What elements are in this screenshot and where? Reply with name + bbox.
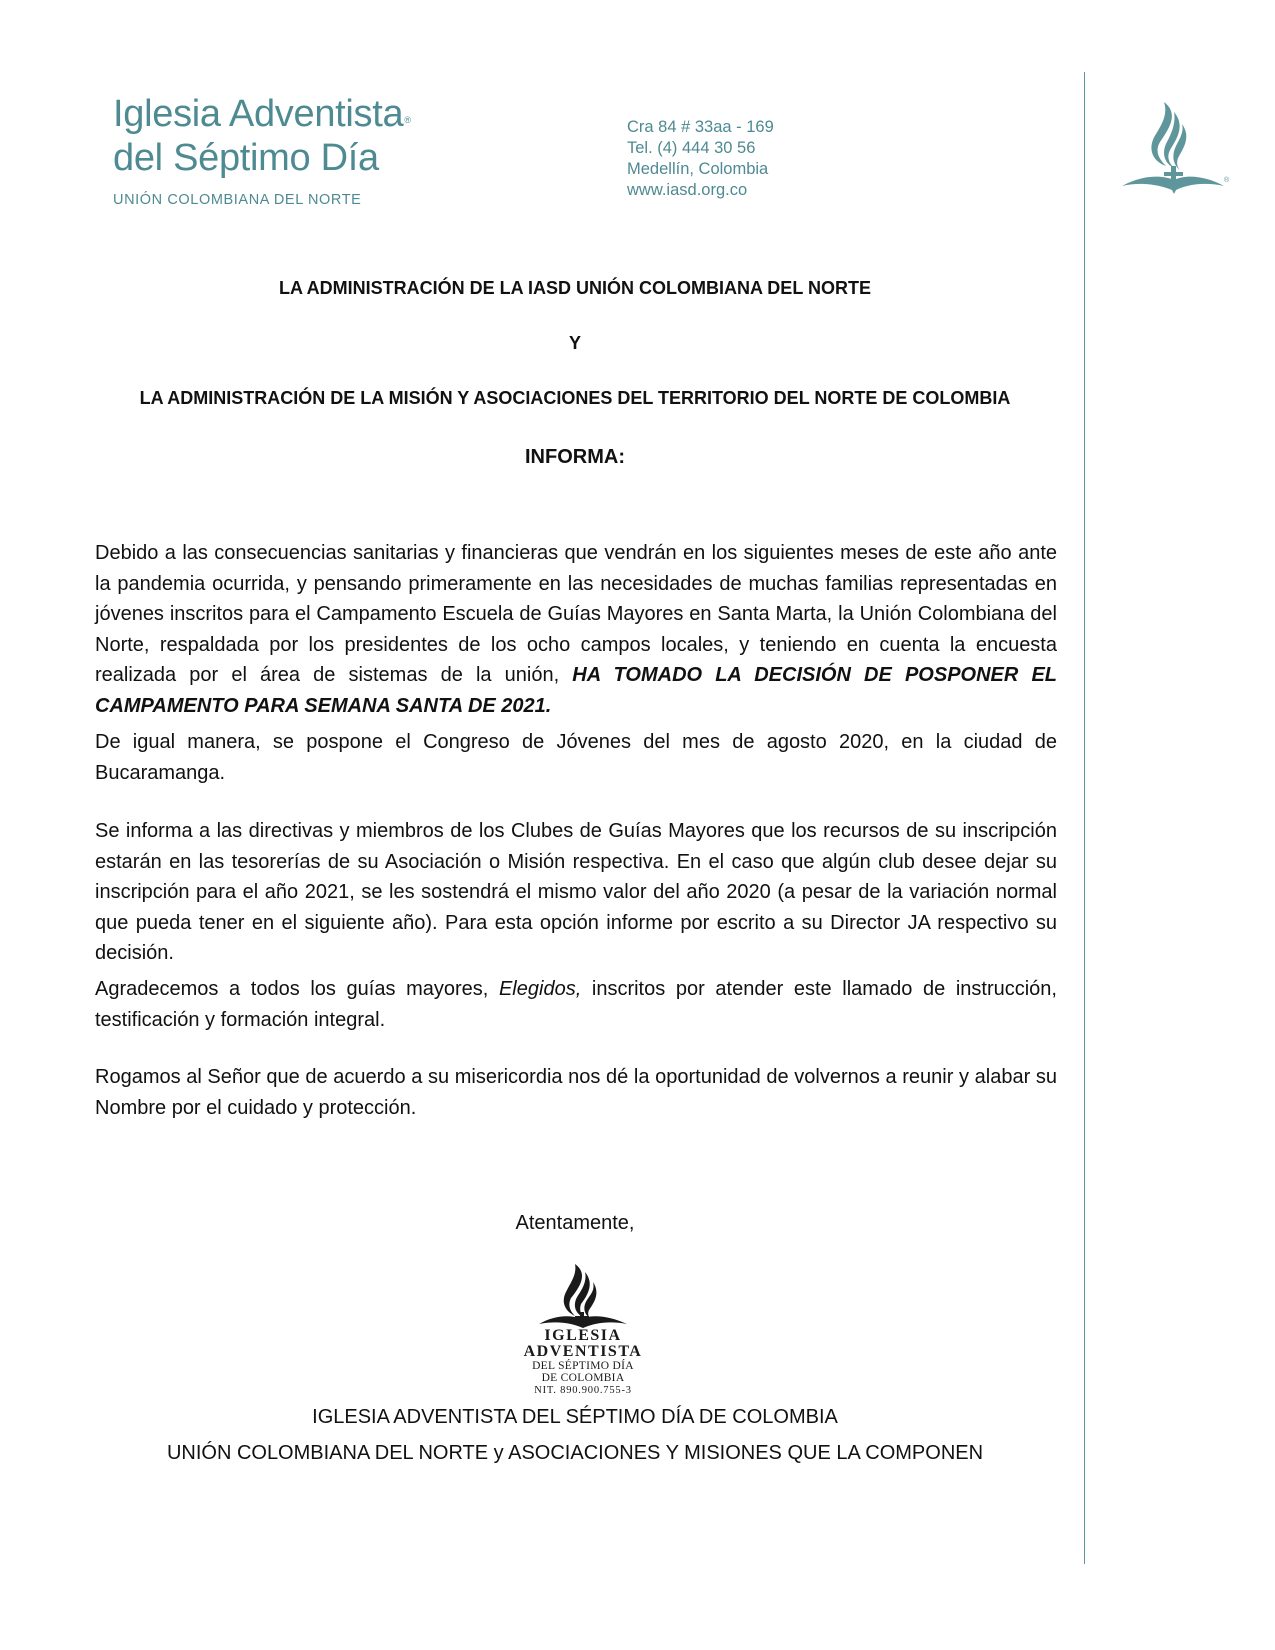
stamp-line-colombia: DE COLOMBIA bbox=[541, 1372, 625, 1384]
contact-city: Medellín, Colombia bbox=[627, 160, 769, 178]
org-logo bbox=[113, 92, 411, 208]
heading-conjunction: Y bbox=[568, 333, 581, 353]
signature-line-union: UNIÓN COLOMBIANA DEL NORTE y ASOCIACIONES Y MISIONES QUE LA COMPONEN bbox=[166, 1442, 984, 1464]
heading-informa: INFORMA: bbox=[525, 446, 625, 468]
stamp-emblem-icon bbox=[537, 1262, 629, 1330]
paragraph-decision bbox=[95, 538, 1057, 721]
paragraph-thanks: Agradecemos a todos los guías mayores, Elegidos, inscritos por atender este llamado de instrucción, testificación y formación integral. bbox=[95, 978, 1057, 1031]
contact-address: Cra 84 # 33aa - 169 bbox=[627, 118, 774, 136]
emblem-registered-mark: ® bbox=[1224, 177, 1230, 184]
closing-salutation: Atentamente, bbox=[515, 1212, 635, 1234]
heading-administration-union: LA ADMINISTRACIÓN DE LA IASD UNIÓN COLOMBIANA DEL NORTE bbox=[279, 278, 871, 298]
church-seal-stamp bbox=[503, 1262, 663, 1400]
stamp-line-nit: NIT. 890.900.755-3 bbox=[534, 1385, 632, 1396]
decision-emphasis: HA TOMADO LA DECISIÓN DE POSPONER EL CAMPAMENTO PARA SEMANA SANTA DE 2021. bbox=[95, 664, 1058, 717]
stamp-line-adventista: ADVENTISTA bbox=[523, 1343, 643, 1360]
adventist-flame-bible-icon bbox=[1120, 98, 1230, 198]
org-name-line2: del Séptimo Día bbox=[113, 137, 379, 179]
paragraph-decision-text: Debido a las consecuencias sanitarias y financieras que vendrán en los siguientes meses de este año ante la pandemia ocurrida, y pensando primeramente en las necesidades de muchas familias representadas en jóvenes inscritos para el Campamento Escuela de Guías Mayores en Santa Marta, la Unión Colombiana del Norte, respaldada por los presidentes de los ocho campos locales, y teniendo en cuenta la encuesta realizada por el área de sistemas de la unión, bbox=[95, 542, 1057, 686]
contact-phone: Tel. (4) 444 30 56 bbox=[627, 139, 756, 157]
contact-block bbox=[627, 117, 774, 201]
contact-website: www.iasd.org.co bbox=[627, 181, 748, 199]
paragraph-registration: Se informa a las directivas y miembros de los Clubes de Guías Mayores que los recursos de su inscripción estarán en las tesorerías de su Asociación o Misión respectiva. En el caso que algún club desee dejar su inscripción para el año 2021, se les sostendrá el mismo valor del año 2020 (a pesar de la variación normal que pueda tener en el siguiente año). Para esta opción informe por escrito a su Director JA respectivo su decisión. bbox=[95, 820, 1057, 964]
stamp-line-septimo-dia: DEL SÉPTIMO DÍA bbox=[532, 1360, 634, 1372]
paragraph-prayer: Rogamos al Señor que de acuerdo a su misericordia nos dé la oportunidad de volvernos a reunir y alabar su Nombre por el cuidado y protección. bbox=[95, 1066, 1057, 1119]
elegidos-italic: Elegidos, bbox=[498, 978, 582, 1000]
org-subtitle: UNIÓN COLOMBIANA DEL NORTE bbox=[113, 192, 362, 208]
heading-administration-missions: LA ADMINISTRACIÓN DE LA MISIÓN Y ASOCIACIONES DEL TERRITORIO DEL NORTE DE COLOMBIA bbox=[139, 388, 1011, 408]
stamp-text bbox=[503, 1328, 663, 1397]
org-name-line1: Iglesia Adventista bbox=[113, 93, 404, 135]
paragraph-congress: De igual manera, se pospone el Congreso de Jóvenes del mes de agosto 2020, en la ciudad de Bucaramanga. bbox=[95, 731, 1057, 784]
stamp-line-iglesia: IGLESIA bbox=[544, 1327, 622, 1344]
signature-line-church: IGLESIA ADVENTISTA DEL SÉPTIMO DÍA DE COLOMBIA bbox=[312, 1406, 838, 1428]
registered-mark: ® bbox=[404, 115, 411, 125]
